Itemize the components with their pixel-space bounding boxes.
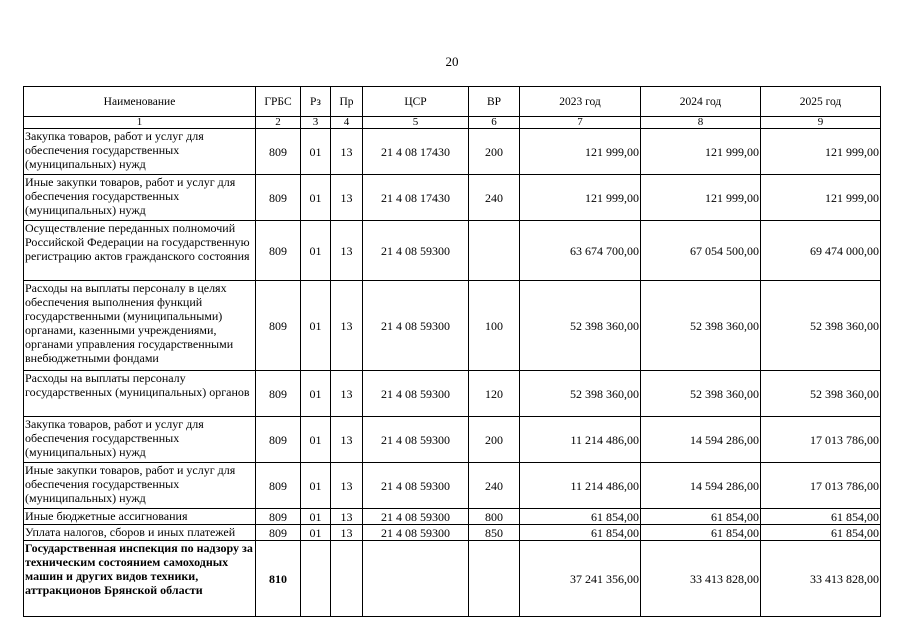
header-2024: 2024 год	[641, 87, 761, 117]
row-rz: 01	[301, 509, 331, 525]
row-amount-2024: 14 594 286,00	[641, 463, 761, 509]
row-pr: 13	[331, 221, 363, 281]
header-vr: ВР	[469, 87, 520, 117]
row-amount-2024: 14 594 286,00	[641, 417, 761, 463]
row-amount-2023: 52 398 360,00	[520, 371, 641, 417]
row-name: Иные закупки товаров, работ и услуг для обеспечения государственных (муниципальных) нужд	[24, 463, 256, 509]
row-rz: 01	[301, 417, 331, 463]
row-vr	[469, 221, 520, 281]
table-row	[24, 525, 881, 541]
row-name: Расходы на выплаты персоналу государственных (муниципальных) органов	[24, 371, 256, 417]
column-number-row	[24, 117, 881, 129]
row-rz	[301, 541, 331, 617]
row-amount-2025: 17 013 786,00	[761, 463, 881, 509]
header-2023: 2023 год	[520, 87, 641, 117]
table-row	[24, 417, 881, 463]
row-rz: 01	[301, 281, 331, 371]
row-amount-2024: 33 413 828,00	[641, 541, 761, 617]
row-amount-2025: 52 398 360,00	[761, 281, 881, 371]
row-vr: 200	[469, 129, 520, 175]
page-number: 20	[445, 54, 459, 69]
row-rz: 01	[301, 463, 331, 509]
table-row	[24, 175, 881, 221]
row-vr: 200	[469, 417, 520, 463]
row-vr	[469, 541, 520, 617]
row-amount-2024: 52 398 360,00	[641, 371, 761, 417]
row-amount-2025: 52 398 360,00	[761, 371, 881, 417]
row-vr: 120	[469, 371, 520, 417]
row-grbs: 809	[256, 371, 301, 417]
row-rz: 01	[301, 221, 331, 281]
row-amount-2025: 17 013 786,00	[761, 417, 881, 463]
row-rz: 01	[301, 129, 331, 175]
row-amount-2024: 61 854,00	[641, 509, 761, 525]
row-amount-2025: 69 474 000,00	[761, 221, 881, 281]
row-grbs: 809	[256, 281, 301, 371]
column-number: 7	[520, 117, 641, 129]
header-2025: 2025 год	[761, 87, 881, 117]
row-csr: 21 4 08 59300	[363, 371, 469, 417]
row-amount-2023: 121 999,00	[520, 129, 641, 175]
column-number: 9	[761, 117, 881, 129]
column-number: 2	[256, 117, 301, 129]
row-csr: 21 4 08 59300	[363, 221, 469, 281]
table-row	[24, 541, 881, 617]
header-pr: Пр	[331, 87, 363, 117]
table-row	[24, 281, 881, 371]
row-pr: 13	[331, 509, 363, 525]
row-csr: 21 4 08 59300	[363, 281, 469, 371]
column-number: 8	[641, 117, 761, 129]
row-amount-2023: 63 674 700,00	[520, 221, 641, 281]
column-number: 3	[301, 117, 331, 129]
header-csr: ЦСР	[363, 87, 469, 117]
row-vr: 240	[469, 463, 520, 509]
table-row	[24, 371, 881, 417]
row-pr: 13	[331, 281, 363, 371]
row-amount-2023: 11 214 486,00	[520, 417, 641, 463]
row-csr: 21 4 08 17430	[363, 129, 469, 175]
row-pr: 13	[331, 417, 363, 463]
row-name: Расходы на выплаты персоналу в целях обеспечения выполнения функций государственными (муниципальными) органами, казенными учреждениями, органами управления государственными внебюджетными фондами	[24, 281, 256, 371]
row-amount-2025: 61 854,00	[761, 525, 881, 541]
row-amount-2025: 121 999,00	[761, 175, 881, 221]
row-amount-2025: 121 999,00	[761, 129, 881, 175]
column-number: 1	[24, 117, 256, 129]
row-csr: 21 4 08 59300	[363, 417, 469, 463]
row-pr: 13	[331, 525, 363, 541]
row-amount-2023: 121 999,00	[520, 175, 641, 221]
row-grbs: 809	[256, 175, 301, 221]
table-row	[24, 509, 881, 525]
row-amount-2024: 121 999,00	[641, 129, 761, 175]
row-csr: 21 4 08 59300	[363, 463, 469, 509]
row-name: Осуществление переданных полномочий Российской Федерации на государственную регистрацию актов гражданского состояния	[24, 221, 256, 281]
row-name: Закупка товаров, работ и услуг для обеспечения государственных (муниципальных) нужд	[24, 129, 256, 175]
column-number: 6	[469, 117, 520, 129]
row-rz: 01	[301, 371, 331, 417]
row-amount-2023: 61 854,00	[520, 525, 641, 541]
row-vr: 100	[469, 281, 520, 371]
row-csr	[363, 541, 469, 617]
row-pr: 13	[331, 463, 363, 509]
row-grbs: 809	[256, 463, 301, 509]
row-grbs: 809	[256, 525, 301, 541]
row-rz: 01	[301, 175, 331, 221]
row-name: Иные бюджетные ассигнования	[24, 509, 256, 525]
row-vr: 800	[469, 509, 520, 525]
row-vr: 850	[469, 525, 520, 541]
row-amount-2025: 61 854,00	[761, 509, 881, 525]
budget-table	[23, 86, 881, 617]
column-number: 4	[331, 117, 363, 129]
row-name: Закупка товаров, работ и услуг для обеспечения государственных (муниципальных) нужд	[24, 417, 256, 463]
row-csr: 21 4 08 59300	[363, 509, 469, 525]
header-name: Наименование	[24, 87, 256, 117]
row-pr	[331, 541, 363, 617]
row-pr: 13	[331, 129, 363, 175]
row-amount-2024: 67 054 500,00	[641, 221, 761, 281]
header-rz: Рз	[301, 87, 331, 117]
row-name: Иные закупки товаров, работ и услуг для обеспечения государственных (муниципальных) нужд	[24, 175, 256, 221]
row-grbs: 809	[256, 129, 301, 175]
row-amount-2025: 33 413 828,00	[761, 541, 881, 617]
row-rz: 01	[301, 525, 331, 541]
row-amount-2024: 52 398 360,00	[641, 281, 761, 371]
row-amount-2024: 61 854,00	[641, 525, 761, 541]
row-vr: 240	[469, 175, 520, 221]
header-grbs: ГРБС	[256, 87, 301, 117]
row-amount-2023: 52 398 360,00	[520, 281, 641, 371]
column-number: 5	[363, 117, 469, 129]
table-row	[24, 129, 881, 175]
table-row	[24, 221, 881, 281]
row-name: Уплата налогов, сборов и иных платежей	[24, 525, 256, 541]
row-amount-2024: 121 999,00	[641, 175, 761, 221]
row-amount-2023: 37 241 356,00	[520, 541, 641, 617]
table-row	[24, 463, 881, 509]
row-pr: 13	[331, 371, 363, 417]
row-csr: 21 4 08 17430	[363, 175, 469, 221]
row-name: Государственная инспекция по надзору за техническим состоянием самоходных машин и других видов техники, аттракционов Брянской области	[24, 541, 256, 617]
row-grbs: 809	[256, 221, 301, 281]
row-pr: 13	[331, 175, 363, 221]
row-grbs: 809	[256, 417, 301, 463]
row-grbs: 809	[256, 509, 301, 525]
row-grbs: 810	[256, 541, 301, 617]
row-amount-2023: 61 854,00	[520, 509, 641, 525]
row-csr: 21 4 08 59300	[363, 525, 469, 541]
row-amount-2023: 11 214 486,00	[520, 463, 641, 509]
header-row	[24, 87, 881, 117]
